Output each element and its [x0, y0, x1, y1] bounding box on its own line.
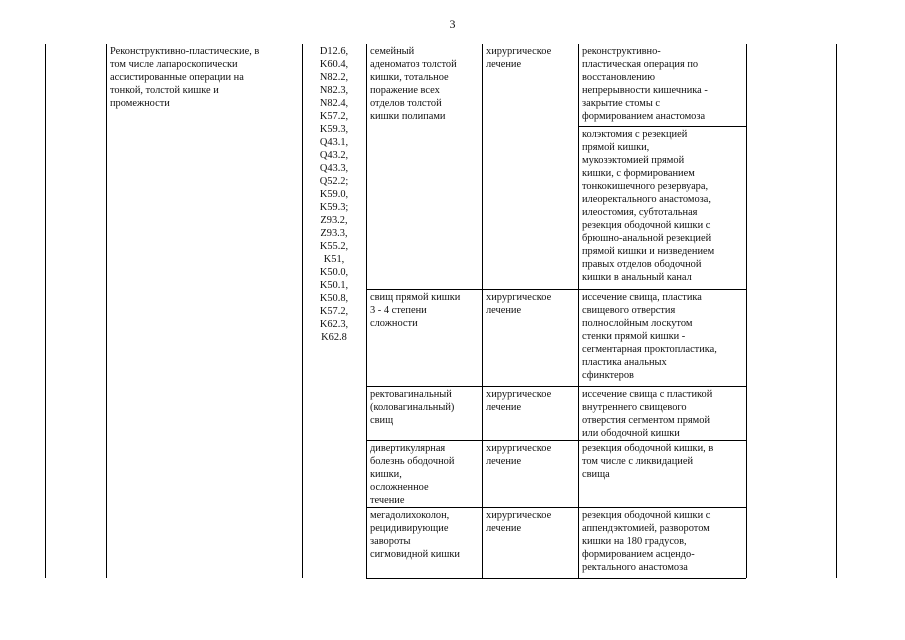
profile-cell: Реконструктивно-пластические, в том числе лапароскопически ассистированные операции на тонкой, толстой кишке и промежности — [110, 46, 260, 109]
column-border — [106, 44, 107, 578]
page-number: 3 — [449, 17, 456, 31]
treatment-cell: хирургическое лечение — [486, 46, 552, 70]
disease-cell: ректовагинальный (коловагинальный) свищ — [370, 389, 455, 426]
disease-cell: свищ прямой кишки 3 - 4 степени сложности — [370, 292, 461, 329]
method-cell: реконструктивно- пластическая операция по восстановлению непрерывности кишечника - закрытие стомы с формированием анастомоза — [582, 46, 708, 122]
row-border — [578, 126, 746, 127]
column-border — [482, 44, 483, 578]
row-border — [366, 289, 746, 290]
treatment-cell: хирургическое лечение — [486, 510, 552, 534]
column-border — [366, 44, 367, 578]
method-cell: иссечение свища, пластика свищевого отверстия полнослойным лоскутом стенки прямой кишки - сегментарная проктопластика, пластика анальных сфинктеров — [582, 292, 717, 381]
treatment-cell: хирургическое лечение — [486, 443, 552, 467]
column-border — [836, 44, 837, 578]
row-border — [366, 440, 746, 441]
column-border — [302, 44, 303, 578]
row-border — [366, 386, 746, 387]
disease-cell: дивертикулярная болезнь ободочной кишки, осложненное течение — [370, 443, 455, 506]
column-border — [45, 44, 46, 578]
method-cell: колэктомия с резекцией прямой кишки, мукозэктомией прямой кишки, с формированием тонкокишечного резервуара, илеоректального анастомоза, илеостомия, субтотальная резекция ободочной кишки с брюшно-анальной резекцией прямой кишки и низведением правых отделов ободочной кишки в анальный канал — [582, 129, 715, 283]
method-cell: иссечение свища с пластикой внутреннего свищевого отверстия сегментом прямой или ободочной кишки — [582, 389, 713, 439]
treatment-cell: хирургическое лечение — [486, 389, 552, 413]
row-border — [366, 578, 746, 579]
disease-cell: мегадолихоколон, рецидивирующие завороты сигмовидной кишки — [370, 510, 460, 560]
column-border — [746, 44, 747, 578]
row-border — [366, 507, 746, 508]
column-border — [578, 44, 579, 578]
icd-codes-cell: D12.6, K60.4, N82.2, N82.3, N82.4, K57.2, K59.3, Q43.1, Q43.2, Q43.3, Q52.2; K59.0, K59.3; Z93.2, Z93.3, K55.2, K51, K50.0, K50.1, K50.8, K57.2, K62.3, K62.8 — [319, 46, 349, 343]
disease-cell: семейный аденоматоз толстой кишки, тотальное поражение всех отделов толстой кишки полипами — [370, 46, 457, 122]
treatment-cell: хирургическое лечение — [486, 292, 552, 316]
method-cell: резекция ободочной кишки, в том числе с ликвидацией свища — [582, 443, 714, 480]
method-cell: резекция ободочной кишки с аппендэктомией, разворотом кишки на 180 градусов, формированием асцендо- ректального анастомоза — [582, 510, 711, 573]
